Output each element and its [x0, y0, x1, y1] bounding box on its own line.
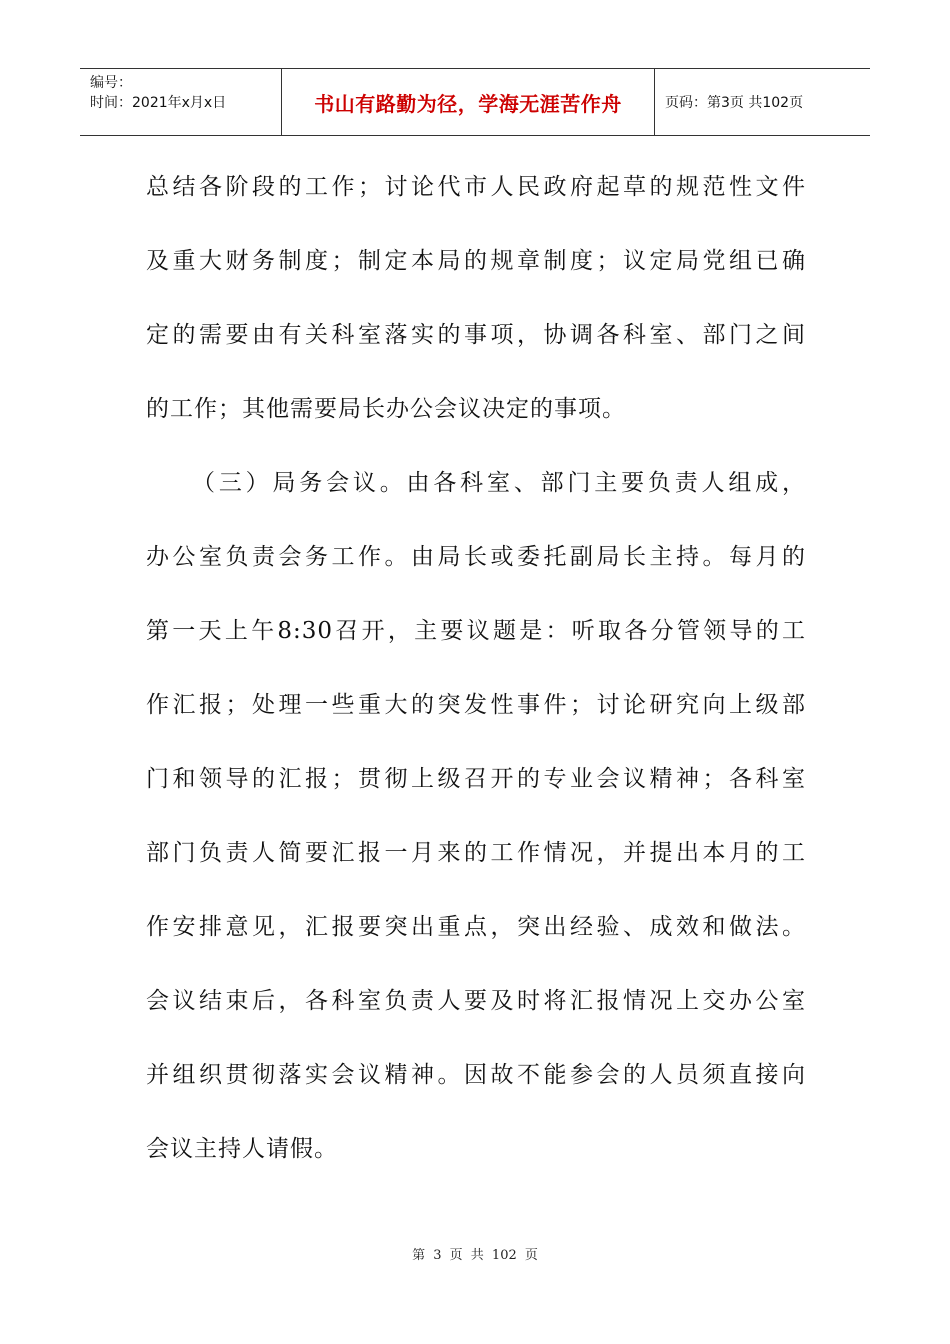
body-line: （三）局务会议。由各科室、部门主要负责人组成，: [192, 470, 806, 496]
body-line: 作安排意见，汇报要突出重点，突出经验、成效和做法。: [146, 914, 806, 940]
body-line: 会议主持人请假。: [146, 1136, 338, 1162]
body-line: 的工作；其他需要局长办公会议决定的事项。: [146, 396, 626, 422]
body-line: 部门负责人简要汇报一月来的工作情况，并提出本月的工: [146, 840, 806, 866]
body-line: 第一天上午8:30召开，主要议题是：听取各分管领导的工: [146, 618, 806, 644]
page-header: [80, 68, 870, 136]
body-line: 办公室负责会务工作。由局长或委托副局长主持。每月的: [146, 544, 806, 570]
document-body: [146, 150, 806, 1186]
serial-number-label: 编号：: [90, 75, 132, 91]
body-line: 及重大财务制度；制定本局的规章制度；议定局党组已确: [146, 248, 806, 274]
body-line: 作汇报；处理一些重大的突发性事件；讨论研究向上级部: [146, 692, 806, 718]
header-motto: 书山有路勤为径，学海无涯苦作舟: [282, 69, 655, 135]
header-page-info: 页码：第3页 共102页: [665, 95, 804, 111]
time-label: 时间：2021年x月x日: [90, 95, 227, 111]
body-line: 总结各阶段的工作；讨论代市人民政府起草的规范性文件: [146, 174, 806, 200]
body-line: 并组织贯彻落实会议精神。因故不能参会的人员须直接向: [146, 1062, 806, 1088]
header-meta: [80, 69, 282, 135]
page-footer: 第 3 页 共 102 页: [412, 1248, 538, 1263]
body-line: 门和领导的汇报；贯彻上级召开的专业会议精神；各科室: [146, 766, 806, 792]
body-line: 会议结束后，各科室负责人要及时将汇报情况上交办公室: [146, 988, 806, 1014]
body-line: 定的需要由有关科室落实的事项，协调各科室、部门之间: [146, 322, 806, 348]
